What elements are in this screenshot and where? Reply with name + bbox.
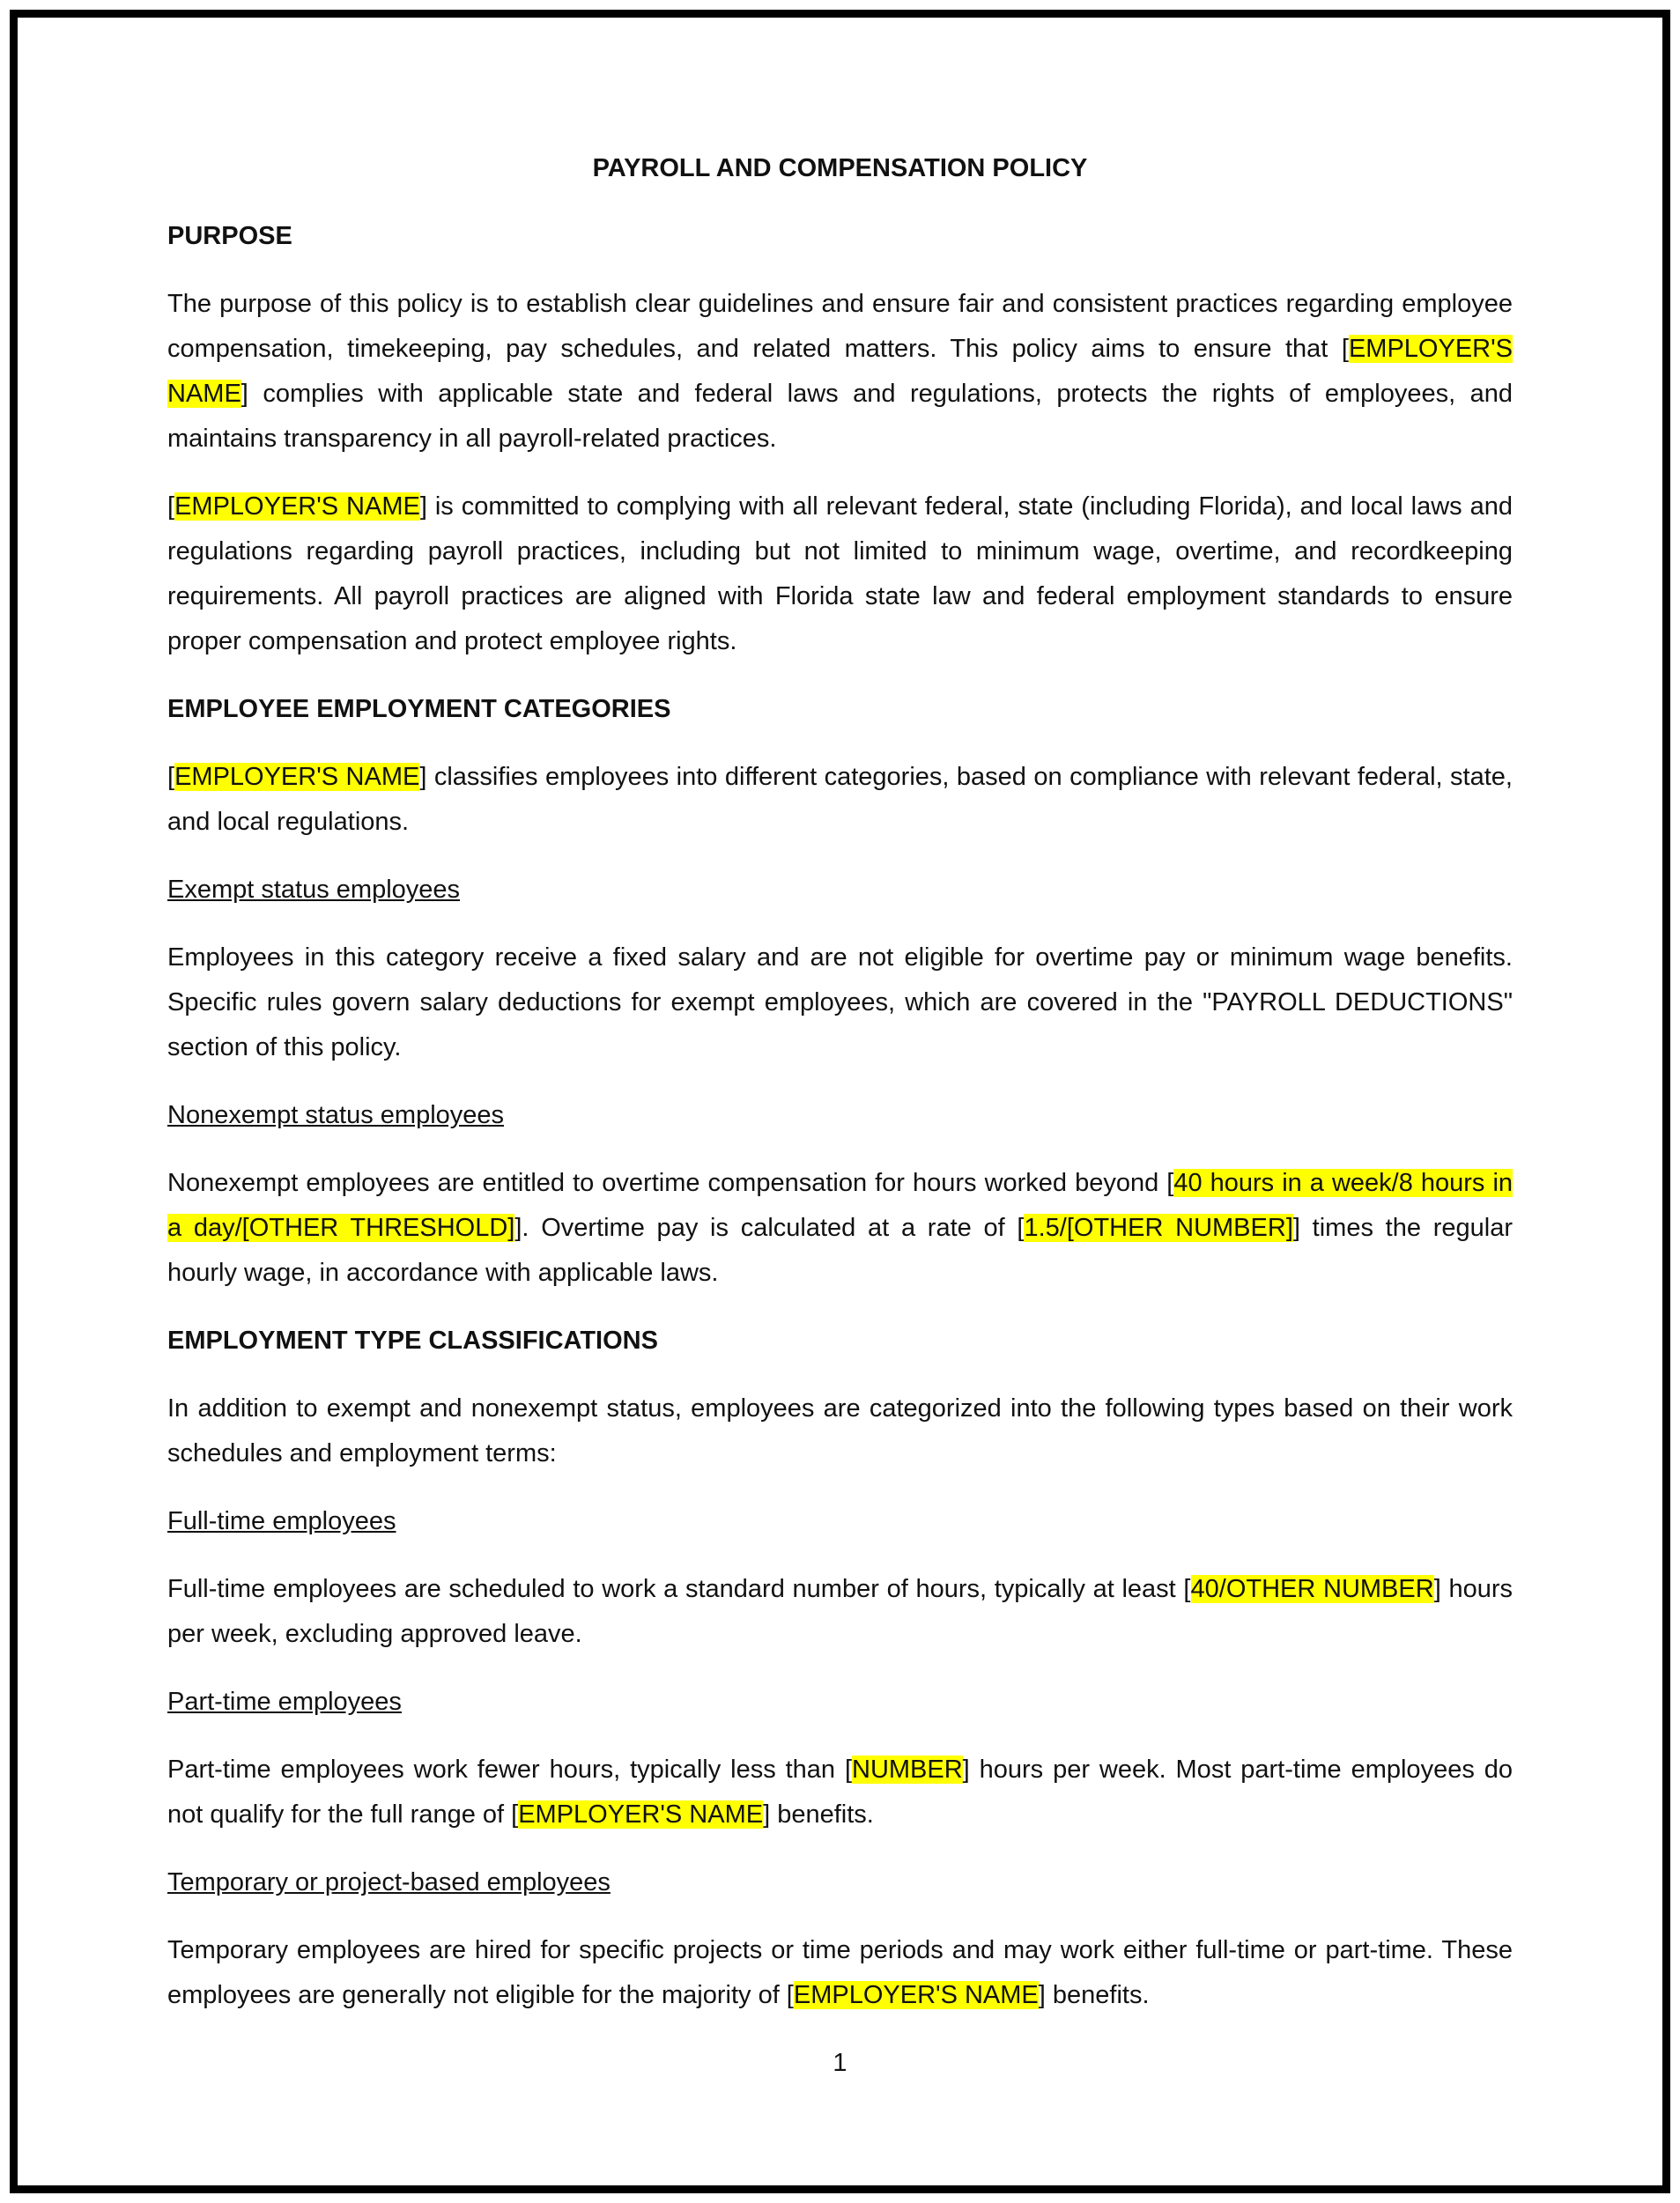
paragraph — [167, 484, 1513, 664]
text-run: ] complies with applicable state and federal laws and regulations, protects the rights of employees, and maintains transparency in all payroll-related practices. — [167, 380, 1513, 453]
text-run: ] benefits. — [1038, 1981, 1150, 2009]
text-run: ] benefits. — [763, 1800, 874, 1829]
section-heading: EMPLOYEE EMPLOYMENT CATEGORIES — [167, 695, 671, 723]
paragraph — [167, 1161, 1513, 1296]
highlight-placeholder: 1.5/[OTHER NUMBER] — [1024, 1214, 1293, 1242]
highlight-placeholder: 40 hours in a week/8 hours in a day/[OTHER THRESHOLD] — [167, 1169, 1513, 1242]
text-run: ] hours per week, excluding approved leave. — [167, 1575, 1513, 1648]
text-run: Temporary employees are hired for specific projects or time periods and may work either full-time or part-time. These employees are generally not eligible for the majority of [ — [167, 1936, 1513, 2009]
paragraph — [167, 1748, 1513, 1837]
subsection-heading: Nonexempt status employees — [167, 1101, 505, 1129]
document-content-wrapper — [167, 146, 1513, 2109]
highlight-placeholder: EMPLOYER'S NAME — [167, 335, 1513, 408]
text-run: ] hours per week. Most part-time employees do not qualify for the full range of [ — [167, 1756, 1513, 1829]
highlight-placeholder: NUMBER — [852, 1756, 963, 1784]
page-number: 1 — [833, 2049, 847, 2077]
highlight-placeholder: EMPLOYER'S NAME — [793, 1981, 1039, 2009]
text-run: ] classifies employees into different categories, based on compliance with relevant federal, state, and local regulations. — [167, 763, 1513, 836]
text-run: ] times the regular hourly wage, in accordance with applicable laws. — [167, 1214, 1513, 1287]
highlight-placeholder: EMPLOYER'S NAME — [518, 1800, 764, 1829]
paragraph — [167, 755, 1513, 845]
text-run: Part-time employees work fewer hours, typically less than [ — [167, 1756, 852, 1784]
subsection-heading: Temporary or project-based employees — [167, 1868, 611, 1896]
document-body — [167, 214, 1513, 2018]
text-run: Full-time employees are scheduled to work a standard number of hours, typically at least [ — [167, 1575, 1191, 1603]
text-run: ]. Overtime pay is calculated at a rate of [ — [514, 1214, 1025, 1242]
highlight-placeholder: EMPLOYER'S NAME — [174, 763, 420, 791]
section-heading: EMPLOYMENT TYPE CLASSIFICATIONS — [167, 1327, 658, 1355]
paragraph — [167, 282, 1513, 462]
paragraph — [167, 1386, 1513, 1476]
text-run: In addition to exempt and nonexempt status, employees are categorized into the following types based on their work schedules and employment terms: — [167, 1394, 1513, 1467]
paragraph — [167, 935, 1513, 1070]
text-run: Nonexempt employees are entitled to overtime compensation for hours worked beyond [ — [167, 1169, 1174, 1197]
subsection-heading: Exempt status employees — [167, 876, 461, 904]
document-title: PAYROLL AND COMPENSATION POLICY — [592, 154, 1088, 182]
text-run: ] is committed to complying with all relevant federal, state (including Florida), and local laws and regulations regarding payroll practices, including but not limited to minimum wage, overtime, and recordkeeping requirements. All payroll practices are aligned with Florida state law and federal employment standards to ensure proper compensation and protect employee rights. — [167, 492, 1513, 655]
highlight-placeholder: 40/OTHER NUMBER — [1190, 1575, 1434, 1603]
text-run: [ — [167, 492, 175, 521]
paragraph — [167, 1928, 1513, 2018]
paragraph — [167, 1567, 1513, 1657]
text-run: [ — [167, 763, 175, 791]
highlight-placeholder: EMPLOYER'S NAME — [174, 492, 420, 521]
section-heading: PURPOSE — [167, 222, 292, 250]
text-run: Employees in this category receive a fixed salary and are not eligible for overtime pay or minimum wage benefits. Specific rules govern salary deductions for exempt employees, which are covered in the "PAYROLL DEDUCTIONS" section of this policy. — [167, 943, 1513, 1061]
text-run: The purpose of this policy is to establish clear guidelines and ensure fair and consistent practices regarding employee compensation, timekeeping, pay schedules, and related matters. This policy aims to ensure that [ — [167, 290, 1513, 363]
subsection-heading: Part-time employees — [167, 1688, 402, 1716]
subsection-heading: Full-time employees — [167, 1507, 396, 1535]
